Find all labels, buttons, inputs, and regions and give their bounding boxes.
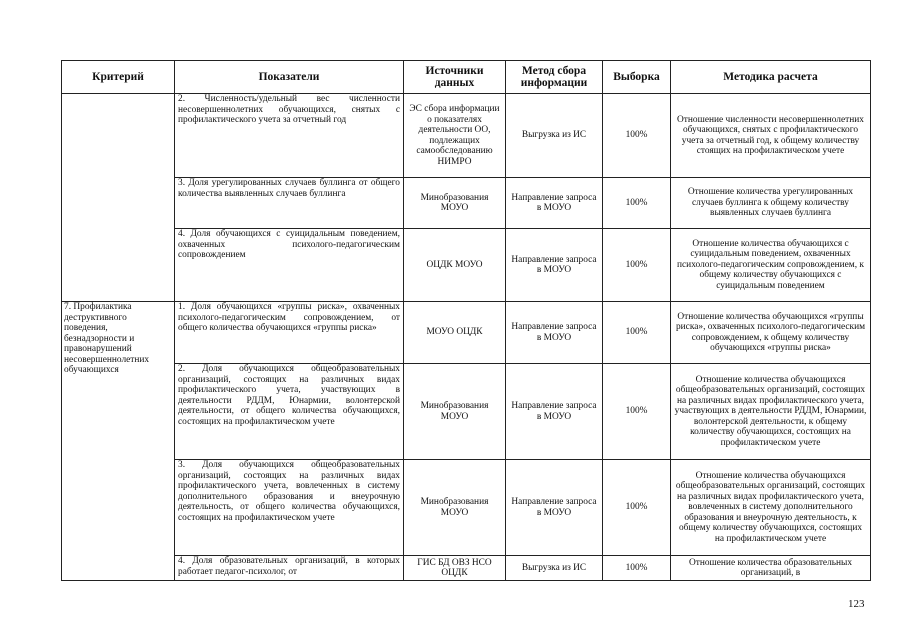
method-cell: Направление запроса в МОУО — [506, 364, 603, 460]
header-sources: Источники данных — [404, 61, 506, 94]
method-cell: Выгрузка из ИС — [506, 556, 603, 581]
table-row — [62, 364, 871, 460]
header-method: Метод сбора информации — [506, 61, 603, 94]
sample-cell: 100% — [603, 229, 671, 302]
indicator-cell: 4. Доля обучающихся с суицидальным поведением, охваченных психолого-педагогическим сопровождением — [175, 229, 404, 302]
header-criterion: Критерий — [62, 61, 175, 94]
indicator-cell: 1. Доля обучающихся «группы риска», охваченных психолого-педагогическим сопровождением, от общего количества обучающихся «группы риска» — [175, 302, 404, 364]
calc-cell: Отношение количества обучающихся с суицидальным поведением, охваченных психолого-педагогическим сопровождением, к общему количеству обучающихся с суицидальным поведением — [671, 229, 871, 302]
table-header-row — [62, 61, 871, 94]
indicator-cell: 2. Доля обучающихся общеобразовательных организаций, состоящих на различных видах профилактического учета, участвующих в деятельности РДДМ, Юнармии, волонтерской деятельности, от общего количества обучающихся, состоящих на профилактическом учете — [175, 364, 404, 460]
source-cell: Минобразования МОУО — [404, 178, 506, 229]
sample-cell: 100% — [603, 460, 671, 556]
calc-cell: Отношение количества образовательных организаций, в — [671, 556, 871, 581]
calc-cell: Отношение количества обучающихся общеобразовательных организаций, состоящих на различных видах профилактического учета, участвующих в деятельности РДДМ, Юнармии, волонтерской деятельности, к общему количеству обучающихся, состоящих на профилактическом учете — [671, 364, 871, 460]
calc-cell: Отношение количества обучающихся «группы риска», охваченных психолого-педагогическим сопровождением, к общему количеству обучающихся «группы риска» — [671, 302, 871, 364]
table-row — [62, 460, 871, 556]
source-cell: МОУО ОЦДК — [404, 302, 506, 364]
page-number: 123 — [848, 598, 865, 610]
header-calc: Методика расчета — [671, 61, 871, 94]
source-cell: ГИС БД ОВЗ НСО ОЦДК — [404, 556, 506, 581]
source-cell: ОЦДК МОУО — [404, 229, 506, 302]
method-cell: Выгрузка из ИС — [506, 94, 603, 178]
indicator-cell: 4. Доля образовательных организаций, в которых работает педагог-психолог, от — [175, 556, 404, 581]
table-row — [62, 229, 871, 302]
method-cell: Направление запроса в МОУО — [506, 460, 603, 556]
source-cell: Минобразования МОУО — [404, 364, 506, 460]
header-indicators: Показатели — [175, 61, 404, 94]
sample-cell: 100% — [603, 364, 671, 460]
indicator-cell: 3. Доля обучающихся общеобразовательных организаций, состоящих на различных видах профилактического учета, вовлеченных в систему дополнительного образования и внеурочную деятельность, от общего количества обучающихся, состоящих на профилактическом учете — [175, 460, 404, 556]
table-row — [62, 178, 871, 229]
calc-cell: Отношение количества обучающихся общеобразовательных организаций, состоящих на различных видах профилактического учета, вовлеченных в систему дополнительного образования и внеурочную деятельность, к общему количеству обучающихся, состоящих на профилактическом учете — [671, 460, 871, 556]
sample-cell: 100% — [603, 556, 671, 581]
method-cell: Направление запроса в МОУО — [506, 178, 603, 229]
criterion-cell-empty — [62, 94, 175, 302]
indicator-cell: 3. Доля урегулированных случаев буллинга от общего количества выявленных случаев буллинга — [175, 178, 404, 229]
indicator-cell: 2. Численность/удельный вес численности несовершеннолетних обучающихся, снятых с профилактического учета за отчетный год — [175, 94, 404, 178]
method-cell: Направление запроса в МОУО — [506, 229, 603, 302]
table-row — [62, 556, 871, 581]
method-cell: Направление запроса в МОУО — [506, 302, 603, 364]
calc-cell: Отношение количества урегулированных случаев буллинга к общему количеству выявленных случаев буллинга — [671, 178, 871, 229]
sample-cell: 100% — [603, 178, 671, 229]
source-cell: Минобразования МОУО — [404, 460, 506, 556]
header-sample: Выборка — [603, 61, 671, 94]
table-row — [62, 94, 871, 178]
source-cell: ЭС сбора информации о показателях деятельности ОО, подлежащих самообследованию НИМРО — [404, 94, 506, 178]
table-row — [62, 302, 871, 364]
sample-cell: 100% — [603, 302, 671, 364]
criteria-table — [61, 60, 871, 581]
criterion-cell: 7. Профилактика деструктивного поведения, безнадзорности и правонарушений несовершеннолетних обучающихся — [62, 302, 175, 581]
calc-cell: Отношение численности несовершеннолетних обучающихся, снятых с профилактического учета за отчетный год, к общему количеству стоящих на профилактическом учете — [671, 94, 871, 178]
sample-cell: 100% — [603, 94, 671, 178]
